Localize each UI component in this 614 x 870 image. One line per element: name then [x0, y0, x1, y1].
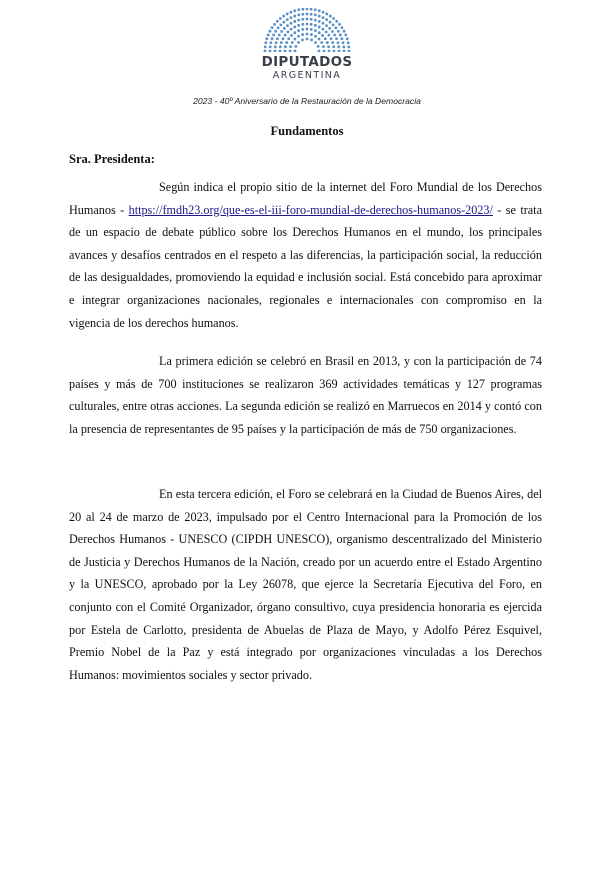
hemicycle-dot: [279, 23, 282, 26]
hemicycle-dot: [322, 22, 325, 25]
hemicycle-dot: [314, 14, 317, 17]
hemicycle-dot: [270, 41, 273, 44]
hemicycle-dot: [342, 41, 345, 44]
hemicycle-dot: [301, 18, 304, 21]
hemicycle-dot: [314, 19, 317, 22]
hemicycle-dot: [310, 8, 313, 11]
hemicycle-dot: [286, 13, 289, 16]
hemicycle-dot: [318, 15, 321, 18]
hemicycle-dot: [306, 18, 309, 21]
hemicycle-dot: [310, 28, 313, 31]
hemicycle-dot: [325, 13, 328, 16]
hemicycle-dot: [285, 41, 288, 44]
hemicycle-dot: [330, 37, 333, 40]
hemicycle-dot: [269, 50, 272, 52]
hemicycle-dot: [325, 24, 328, 27]
hemicycle-dot: [293, 15, 296, 18]
hemicycle-dot: [344, 34, 347, 37]
hemicycle-dot: [331, 41, 334, 44]
hemicycle-dot: [301, 33, 304, 36]
hemicycle-dot: [337, 45, 340, 48]
paragraph-1: [69, 176, 542, 334]
hemicycle-dot: [338, 23, 341, 26]
hemicycle-dot: [271, 26, 274, 29]
hemicycle-dot: [295, 45, 298, 48]
hemicycle-dot: [338, 50, 341, 52]
hemicycle-dot: [264, 41, 267, 44]
hemicycle-dot: [276, 37, 279, 40]
hemicycle-dot: [290, 16, 293, 19]
hemicycle-dot: [301, 8, 304, 11]
hemicycle-dot: [289, 45, 292, 48]
hemicycle-dot: [324, 37, 327, 40]
hemicycle-dot: [343, 50, 346, 52]
hemicycle-dot: [301, 23, 304, 26]
forum-link[interactable]: https://fmdh23.org/que-es-el-iii-foro-mundial-de-derechos-humanos-2023/: [128, 202, 493, 217]
hemicycle-dot: [294, 50, 297, 52]
hemicycle-dot: [293, 20, 296, 23]
hemicycle-dot: [301, 39, 304, 42]
hemicycle-dot: [314, 29, 317, 32]
hemicycle-dot: [335, 20, 338, 23]
hemicycle-dot: [306, 8, 309, 10]
hemicycle-dot: [326, 41, 329, 44]
hemicycle-dot: [280, 30, 283, 33]
hemicycle-dot: [341, 37, 344, 40]
hemicycle-dot: [318, 9, 321, 12]
hemicycle-dot: [321, 34, 324, 37]
hemicycle-dot: [282, 37, 285, 40]
hemicycle-dot: [294, 38, 297, 41]
hemicycle-dot: [347, 41, 350, 44]
hemicycle-dot: [346, 37, 349, 40]
hemicycle-dot: [325, 18, 328, 21]
hemicycle-dot: [343, 30, 346, 33]
hemicycle-dot: [297, 14, 300, 17]
hemicycle-dot: [325, 31, 328, 34]
hemicycle-dot: [284, 45, 287, 48]
hemicycle-dot: [297, 24, 300, 27]
hemicycle-dot: [297, 19, 300, 22]
hemicycle-dot: [264, 50, 267, 52]
hemicycle-dot: [333, 34, 336, 37]
hemicycle-dot: [297, 41, 300, 44]
hemicycle-icon: [261, 8, 353, 52]
hemicycle-dot: [335, 37, 338, 40]
hemicycle-dot: [282, 15, 285, 18]
hemicycle-dot: [279, 50, 282, 52]
document-title: Fundamentos: [270, 124, 344, 138]
hemicycle-dot: [279, 45, 282, 48]
hemicycle-dot: [323, 50, 326, 52]
hemicycle-dot: [317, 45, 320, 48]
hemicycle-dot: [310, 13, 313, 16]
hemicycle-dot: [265, 37, 268, 40]
hemicycle-dot: [327, 34, 330, 37]
hemicycle-dot: [275, 41, 278, 44]
hemicycle-dot: [278, 34, 281, 37]
hemicycle-dot: [280, 41, 283, 44]
hemicycle-dot: [279, 17, 282, 20]
hemicycle-dot: [339, 34, 342, 37]
hemicycle-dot: [322, 45, 325, 48]
hemicycle-dot: [306, 13, 309, 16]
hemicycle-dot: [347, 45, 350, 48]
hemicycle-dot: [306, 33, 309, 36]
hemicycle-dot: [274, 50, 277, 52]
hemicycle-dot: [286, 24, 289, 27]
hemicycle-dot: [333, 50, 336, 52]
hemicycle-dot: [290, 34, 293, 37]
hemicycle-dot: [297, 35, 300, 38]
country-name: ARGENTINA: [272, 70, 342, 81]
hemicycle-dot: [301, 13, 304, 16]
hemicycle-dot: [328, 50, 331, 52]
hemicycle-dot: [310, 23, 313, 26]
hemicycle-dot: [277, 27, 280, 30]
hemicycle-dot: [301, 28, 304, 31]
hemicycle-dot: [297, 29, 300, 32]
org-name: DIPUTADOS: [261, 54, 353, 70]
hemicycle-dot: [283, 27, 286, 30]
hemicycle-dot: [267, 34, 270, 37]
paragraph-1-text-b: - se trata de un espacio de debate público sobre los Derechos Humanos en el mundo, los principales avances y desafíos centrados en el respeto a las diferencias, la participación social, la reducción de las desigualdades, promoviendo la equidad e inclusión social. Está concebido para aproximar e integrar organizaciones nacionales, regionales e internacionales con compromiso en la vigencia de los derechos humanos.: [69, 202, 542, 330]
hemicycle-dot: [314, 24, 317, 27]
hemicycle-dot: [320, 41, 323, 44]
hemicycle-dot: [314, 35, 317, 38]
hemicycle-dot: [329, 15, 332, 18]
hemicycle-dot: [314, 41, 317, 44]
diputados-logo: [252, 8, 362, 88]
hemicycle-dot: [322, 11, 325, 14]
hemicycle-dot: [337, 41, 340, 44]
hemicycle-dot: [329, 21, 332, 24]
hemicycle-dot: [289, 50, 292, 52]
hemicycle-dot: [290, 22, 293, 25]
hemicycle-dot: [272, 34, 275, 37]
hemicycle-dot: [342, 45, 345, 48]
hemicycle-dot: [287, 37, 290, 40]
hemicycle-dot: [274, 30, 277, 33]
hemicycle-dot: [318, 20, 321, 23]
paragraph-2: La primera edición se celebró en Brasil en 2013, y con la participación de 74 países y más de 700 instituciones se realizaron 369 actividades temáticas y 127 programas culturales, entre otras acciones. La segunda edición se realizó en Marruecos en 2014 y contó con la presencia de representantes de 95 países y la participación de más de 750 organizaciones.: [69, 354, 542, 436]
hemicycle-dot: [283, 21, 286, 24]
hemicycle-dot: [332, 45, 335, 48]
hemicycle-dot: [291, 41, 294, 44]
hemicycle-dot: [269, 30, 272, 33]
hemicycle-dot: [318, 50, 321, 52]
hemicycle-dot: [290, 28, 293, 31]
hemicycle-dot: [293, 26, 296, 29]
hemicycle-dot: [318, 38, 321, 41]
hemicycle-dot: [306, 28, 309, 31]
hemicycle-dot: [310, 33, 313, 36]
hemicycle-dot: [287, 31, 290, 34]
hemicycle-dot: [318, 31, 321, 34]
hemicycle-dot: [327, 45, 330, 48]
hemicycle-dot: [314, 8, 317, 11]
hemicycle-dot: [332, 17, 335, 20]
hemicycle-dot: [321, 28, 324, 31]
hemicycle-dot: [284, 34, 287, 37]
hemicycle-dot: [293, 31, 296, 34]
hemicycle-dot: [335, 27, 338, 30]
hemicycle-dot: [318, 26, 321, 29]
hemicycle-dot: [284, 50, 287, 52]
hemicycle-dot: [331, 30, 334, 33]
hemicycle-dot: [322, 16, 325, 19]
hemicycle-dot: [297, 8, 300, 11]
hemicycle-dot: [341, 26, 344, 29]
hemicycle-dot: [332, 23, 335, 26]
hemicycle-dot: [337, 30, 340, 33]
hemicycle-dot: [310, 18, 313, 21]
hemicycle-dot: [274, 45, 277, 48]
hemicycle-dot: [269, 45, 272, 48]
hemicycle-dot: [310, 39, 313, 42]
hemicycle-dot: [264, 45, 267, 48]
hemicycle-dot: [276, 20, 279, 23]
anniversary-line: 2023 - 40º Aniversario de la Restauración de la Democracia: [193, 96, 421, 106]
hemicycle-dot: [293, 9, 296, 12]
hemicycle-dot: [328, 27, 331, 30]
paragraph-3: En esta tercera edición, el Foro se celebrará en la Ciudad de Buenos Aires, del 20 al 24 de marzo de 2023, impulsado por el Centro Internacional para la Promoción de los Derechos Humanos - UNESCO (CIPDH UNESCO), organismo descentralizado del Ministerio de Justicia y Derechos Humanos de la Nación, creado por un acuerdo entre el Estado Argentino y la UNESCO, aprobado por la Ley 26078, que ejerce la Secretaría Ejecutiva del Foro, en conjunto con el Comité Organizador, órgano consultivo, cuya presidencia honoraria es ejercida por Estela de Carlotto, presidenta de Abuelas de Plaza de Mayo, y Adolfo Pérez Esquivel, Premio Nobel de la Paz y está integrado por organizaciones vinculadas a los Derechos Humanos: movimientos sociales y sector privado.: [69, 487, 542, 682]
paragraph-1-text-a: Según indica el propio sitio de la internet del Foro Mundial de los Derechos Humanos -: [69, 180, 542, 217]
hemicycle-dot: [286, 18, 289, 21]
hemicycle-dot: [348, 50, 351, 52]
hemicycle-dot: [273, 23, 276, 26]
salutation: Sra. Presidenta:: [69, 152, 155, 166]
hemicycle-dot: [290, 11, 293, 14]
hemicycle-dot: [271, 37, 274, 40]
hemicycle-dot: [306, 23, 309, 26]
hemicycle-dot: [306, 38, 309, 41]
